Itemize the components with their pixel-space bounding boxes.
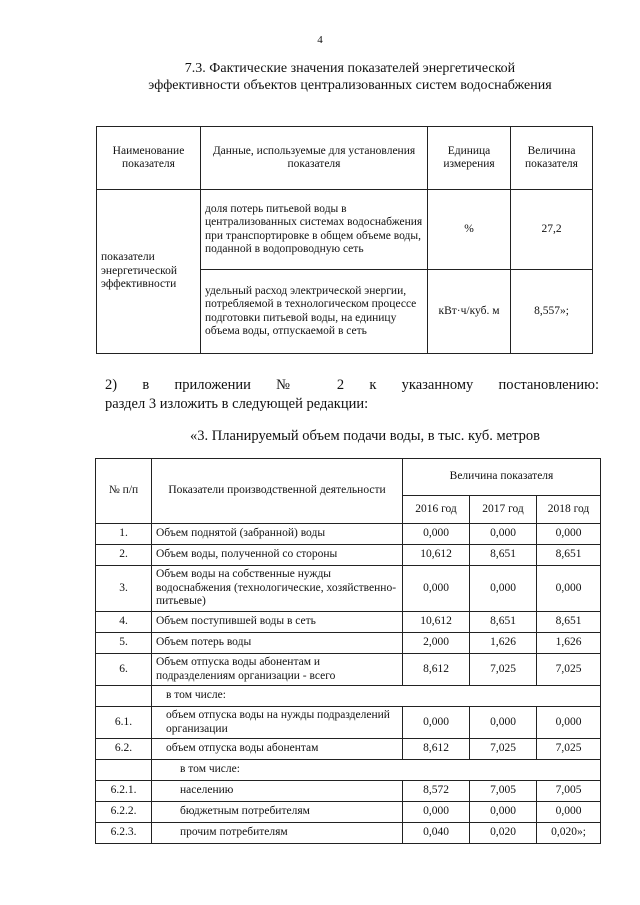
row-num: 6. — [96, 654, 152, 686]
row-value-2016: 10,612 — [403, 545, 470, 566]
row-value-2017: 0,000 — [470, 707, 537, 739]
row-value-2018: 7,025 — [537, 739, 601, 760]
row-num — [96, 686, 152, 707]
row-label: населению — [152, 781, 403, 802]
table-row — [96, 633, 601, 654]
row-value-2017: 7,025 — [470, 654, 537, 686]
row-value-2017: 0,000 — [470, 566, 537, 612]
row-value-2018: 0,020»; — [537, 823, 601, 844]
water-supply-table — [95, 458, 601, 844]
table-row — [96, 545, 601, 566]
row-value-2016: 8,572 — [403, 781, 470, 802]
row-value-2016: 2,000 — [403, 633, 470, 654]
table-header-row — [96, 459, 601, 496]
row-value-2018: 0,000 — [537, 566, 601, 612]
including-row — [96, 760, 601, 781]
row-label: объем отпуска воды на нужды подразделений организации — [152, 707, 403, 739]
header-value-group: Величина показателя — [403, 459, 601, 496]
row-data-text: удельный расход электрической энергии, потребляемой в технологическом процессе подготовки питьевой воды, на единицу объема воды, отпускаемой в сеть — [201, 270, 428, 354]
row-value-2018: 1,626 — [537, 633, 601, 654]
row-value-2017: 8,651 — [470, 545, 537, 566]
table-row — [96, 739, 601, 760]
row-data-text: доля потерь питьевой воды в централизованных системах водоснабжения при транспортировке в общем объеме воды, поданной в водопроводную сеть — [201, 190, 428, 270]
table-row — [96, 612, 601, 633]
row-num: 6.2.1. — [96, 781, 152, 802]
row-label: объем отпуска воды абонентам — [152, 739, 403, 760]
amendment-paragraph — [105, 376, 599, 414]
row-value-2017: 1,626 — [470, 633, 537, 654]
header-unit: Единица измерения — [428, 127, 511, 190]
page-number: 4 — [317, 34, 323, 46]
row-value-2017: 7,005 — [470, 781, 537, 802]
row-value-2016: 8,612 — [403, 739, 470, 760]
row-num: 6.2.3. — [96, 823, 152, 844]
row-num: 6.1. — [96, 707, 152, 739]
row-value-2016: 0,000 — [403, 524, 470, 545]
row-num: 1. — [96, 524, 152, 545]
row-label: прочим потребителям — [152, 823, 403, 844]
paragraph-line-1: 2) в приложении № 2 к указанному постановлению: — [105, 377, 599, 393]
table-row — [96, 781, 601, 802]
including-row — [96, 686, 601, 707]
row-value-2018: 8,651 — [537, 545, 601, 566]
row-num: 5. — [96, 633, 152, 654]
row-unit: кВт·ч/куб. м — [428, 270, 511, 354]
row-value-2016: 10,612 — [403, 612, 470, 633]
row-label: бюджетным потребителям — [152, 802, 403, 823]
header-year-2016: 2016 год — [403, 496, 470, 524]
row-value: 27,2 — [511, 190, 593, 270]
row-num: 2. — [96, 545, 152, 566]
row-value-2017: 7,025 — [470, 739, 537, 760]
header-indicator-name: Наименование показателя — [97, 127, 201, 190]
row-unit: % — [428, 190, 511, 270]
row-value-2016: 0,000 — [403, 707, 470, 739]
row-value-2018: 0,000 — [537, 707, 601, 739]
row-label: Объем поступившей воды в сеть — [152, 612, 403, 633]
row-value-2018: 0,000 — [537, 802, 601, 823]
table2-title: «3. Планируемый объем подачи воды, в тыс. куб. метров — [190, 428, 540, 444]
row-value-2017: 8,651 — [470, 612, 537, 633]
row-value-2017: 0,000 — [470, 802, 537, 823]
row-num: 4. — [96, 612, 152, 633]
including-label: в том числе: — [152, 686, 601, 707]
row-label: Объем воды на собственные нужды водоснабжения (технологические, хозяйственно-питьевые) — [152, 566, 403, 612]
row-num: 6.2. — [96, 739, 152, 760]
table-row — [96, 654, 601, 686]
energy-efficiency-table — [96, 126, 593, 354]
table-row — [97, 190, 593, 270]
row-value: 8,557»; — [511, 270, 593, 354]
row-value-2017: 0,000 — [470, 524, 537, 545]
header-data-used: Данные, используемые для установления показателя — [201, 127, 428, 190]
row-value-2016: 8,612 — [403, 654, 470, 686]
row-value-2017: 0,020 — [470, 823, 537, 844]
header-value: Величина показателя — [511, 127, 593, 190]
header-year-2017: 2017 год — [470, 496, 537, 524]
row-label: Объем поднятой (забранной) воды — [152, 524, 403, 545]
header-indicator: Показатели производственной деятельности — [152, 459, 403, 524]
row-value-2018: 7,025 — [537, 654, 601, 686]
row-value-2016: 0,040 — [403, 823, 470, 844]
table-row — [96, 524, 601, 545]
table-row — [96, 802, 601, 823]
row-label: Объем воды, полученной со стороны — [152, 545, 403, 566]
row-value-2016: 0,000 — [403, 802, 470, 823]
row-label: Объем потерь воды — [152, 633, 403, 654]
row-label: Объем отпуска воды абонентам и подразделениям организации - всего — [152, 654, 403, 686]
table-row — [96, 566, 601, 612]
row-value-2016: 0,000 — [403, 566, 470, 612]
header-num: № п/п — [96, 459, 152, 524]
section-title: 7.3. Фактические значения показателей энергетической эффективности объектов централизованных систем водоснабжения — [148, 61, 552, 93]
row-value-2018: 8,651 — [537, 612, 601, 633]
row-value-2018: 7,005 — [537, 781, 601, 802]
table-header-row — [97, 127, 593, 190]
paragraph-line-2: раздел 3 изложить в следующей редакции: — [105, 396, 369, 412]
header-year-2018: 2018 год — [537, 496, 601, 524]
row-num: 3. — [96, 566, 152, 612]
including-label: в том числе: — [152, 760, 601, 781]
group-label: показатели энергетической эффективности — [97, 190, 201, 354]
table-row — [96, 823, 601, 844]
table-row — [96, 707, 601, 739]
row-num — [96, 760, 152, 781]
row-value-2018: 0,000 — [537, 524, 601, 545]
row-num: 6.2.2. — [96, 802, 152, 823]
